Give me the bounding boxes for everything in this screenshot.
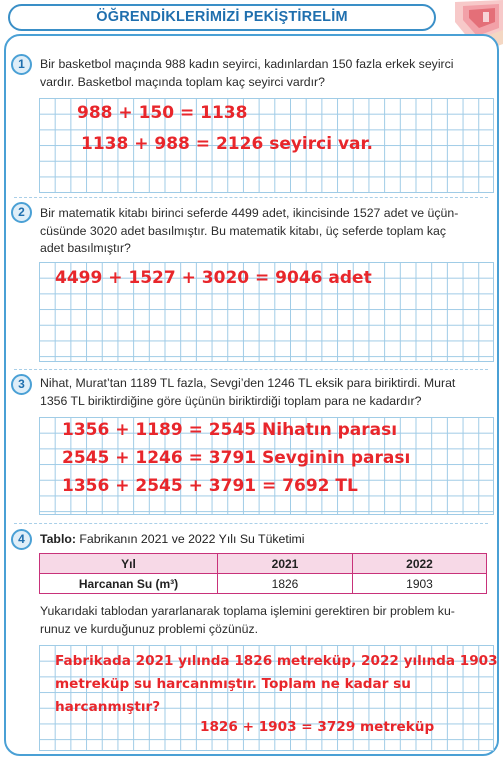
question-number-badge: 3 bbox=[11, 374, 32, 395]
question-text-line: Yukarıdaki tablodan yararlanarak toplama işlemini gerektiren bir problem ku- bbox=[40, 604, 455, 618]
answer-3-line-1: 1356 + 1189 = 2545 Nihatın parası bbox=[62, 420, 398, 440]
table-row-label: Harcanan Su (m³) bbox=[40, 574, 218, 594]
answer-2-line-1: 4499 + 1527 + 3020 = 9046 adet bbox=[55, 268, 372, 288]
answer-3-line-2: 2545 + 1246 = 3791 Sevginin parası bbox=[62, 448, 411, 468]
question-4-text bbox=[40, 603, 455, 638]
answer-4-line-2: metreküp su harcanmıştır. Toplam ne kadar su bbox=[55, 676, 411, 692]
question-1-text bbox=[40, 56, 454, 91]
answer-1-line-1: 988 + 150 = 1138 bbox=[77, 103, 248, 123]
section-divider bbox=[14, 369, 488, 370]
question-2-text bbox=[40, 205, 458, 258]
table-cell: 1826 bbox=[218, 574, 353, 594]
table-header-cell: Yıl bbox=[40, 554, 218, 574]
section-title: ÖĞRENDİKLERİMİZİ PEKİŞTİRELİM bbox=[96, 9, 348, 25]
question-number-badge: 2 bbox=[11, 202, 32, 223]
table-row bbox=[40, 574, 487, 594]
question-text-line: runuz ve kurduğunuz problemi çözünüz. bbox=[40, 621, 259, 636]
answer-4-line-4: 1826 + 1903 = 3729 metreküp bbox=[200, 719, 435, 735]
table-header-row bbox=[40, 554, 487, 574]
question-text-line: 1356 TL biriktirdiğine göre üçünün biriktirdiği toplam para ne kadardır? bbox=[40, 393, 422, 408]
answer-4-line-3: harcanmıştır? bbox=[55, 699, 161, 715]
water-usage-table bbox=[39, 553, 487, 594]
section-title-banner bbox=[8, 4, 436, 31]
question-text-line: Nihat, Murat’tan 1189 TL fazla, Sevgi’den 1246 TL eksik para biriktirdi. Murat bbox=[40, 376, 456, 390]
answer-3-line-3: 1356 + 2545 + 3791 = 7692 TL bbox=[62, 476, 358, 496]
answer-1-line-2: 1138 + 988 = 2126 seyirci var. bbox=[81, 134, 373, 154]
question-text-line: adet basılmıştır? bbox=[40, 241, 131, 256]
question-text-line: cüsünde 3020 adet basılmıştır. Bu matematik kitabı, üç seferde toplam kaç bbox=[40, 223, 447, 238]
section-divider bbox=[14, 523, 488, 524]
table-header-cell: 2022 bbox=[353, 554, 487, 574]
table-caption bbox=[40, 532, 305, 546]
question-3-text bbox=[40, 375, 455, 410]
question-number-badge: 4 bbox=[11, 529, 32, 550]
table-header-cell: 2021 bbox=[218, 554, 353, 574]
table-caption-text: Fabrikanın 2021 ve 2022 Yılı Su Tüketimi bbox=[75, 532, 305, 546]
question-number-badge: 1 bbox=[11, 54, 32, 75]
table-caption-label: Tablo: bbox=[40, 532, 76, 546]
question-text-line: vardır. Basketbol maçında toplam kaç seyirci vardır? bbox=[40, 74, 325, 89]
question-text-line: Bir basketbol maçında 988 kadın seyirci, kadınlardan 150 fazla erkek seyirci bbox=[40, 57, 454, 71]
table-cell: 1903 bbox=[353, 574, 487, 594]
question-text-line: Bir matematik kitabı birinci seferde 4499 adet, ikincisinde 1527 adet ve üçün- bbox=[40, 206, 459, 220]
section-divider bbox=[14, 197, 488, 198]
answer-4-line-1: Fabrikada 2021 yılında 1826 metreküp, 2022 yılında 1903 bbox=[55, 653, 498, 669]
